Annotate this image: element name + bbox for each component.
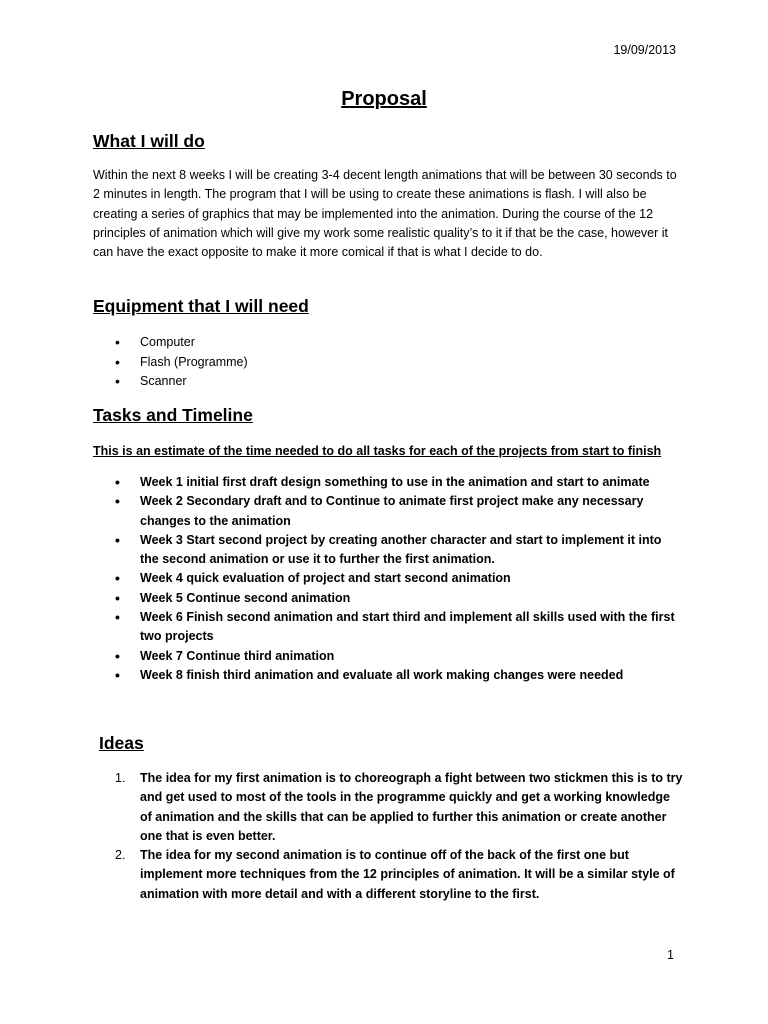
- tasks-list: [93, 473, 683, 685]
- list-item-text: The idea for my second animation is to continue off of the back of the first one but implement more techniques from the 12 principles of animation. It will be a similar style of animation with more detail and with a different storyline to the first.: [140, 848, 675, 901]
- document-title: Proposal: [341, 88, 427, 110]
- list-item: • Computer: [93, 333, 393, 353]
- list-item: • Flash (Programme): [93, 353, 393, 373]
- list-item: [93, 769, 683, 846]
- page-number: 1: [667, 948, 674, 962]
- ideas-list: [93, 769, 683, 904]
- list-number: 2.: [115, 848, 126, 863]
- list-item: • Week 3 Start second project by creating another character and start to implement it into the second animation or use it to further the first animation.: [93, 531, 683, 570]
- heading-ideas: Ideas: [99, 733, 144, 753]
- heading-equipment: Equipment that I will need: [93, 296, 309, 316]
- list-item: • Week 1 initial first draft design something to use in the animation and start to animate: [93, 473, 683, 492]
- list-item: • Week 4 quick evaluation of project and start second animation: [93, 569, 683, 588]
- tasks-intro: This is an estimate of the time needed to do all tasks for each of the projects from start to finish: [93, 444, 662, 458]
- list-item: • Week 5 Continue second animation: [93, 589, 683, 608]
- list-item: • Week 7 Continue third animation: [93, 647, 683, 666]
- list-item: [93, 846, 683, 904]
- list-number: 1.: [115, 771, 126, 785]
- list-item: • Week 8 finish third animation and evaluate all work making changes were needed: [93, 666, 683, 685]
- heading-tasks-timeline: Tasks and Timeline: [93, 405, 253, 425]
- equipment-list: [93, 333, 393, 392]
- list-item: • Scanner: [93, 372, 393, 392]
- paragraph-what-i-will-do: Within the next 8 weeks I will be creating 3-4 decent length animations that will be between 30 seconds to 2 minutes in length. The program that I will be using to create these animations is flash. I will also be creating a series of graphics that may be implemented into the animation. During the course of the 12 principles of animation which will give my work some realistic quality’s to it if that be the case, however it can have the exact opposite to make it more comical if that is what I decide to do.: [93, 168, 677, 260]
- document-date: 19/09/2013: [613, 43, 676, 57]
- heading-what-i-will-do: What I will do: [93, 131, 205, 151]
- list-item-text: The idea for my first animation is to choreograph a fight between two stickmen this is to try and get used to most of the tools in the programme quickly and get a working knowledge of animation and the skills that can be applied to further this animation or create another one that is even better.: [140, 771, 683, 843]
- list-item: • Week 6 Finish second animation and start third and implement all skills used with the first two projects: [93, 608, 683, 647]
- list-item: • Week 2 Secondary draft and to Continue to animate first project make any necessary changes to the animation: [93, 492, 683, 531]
